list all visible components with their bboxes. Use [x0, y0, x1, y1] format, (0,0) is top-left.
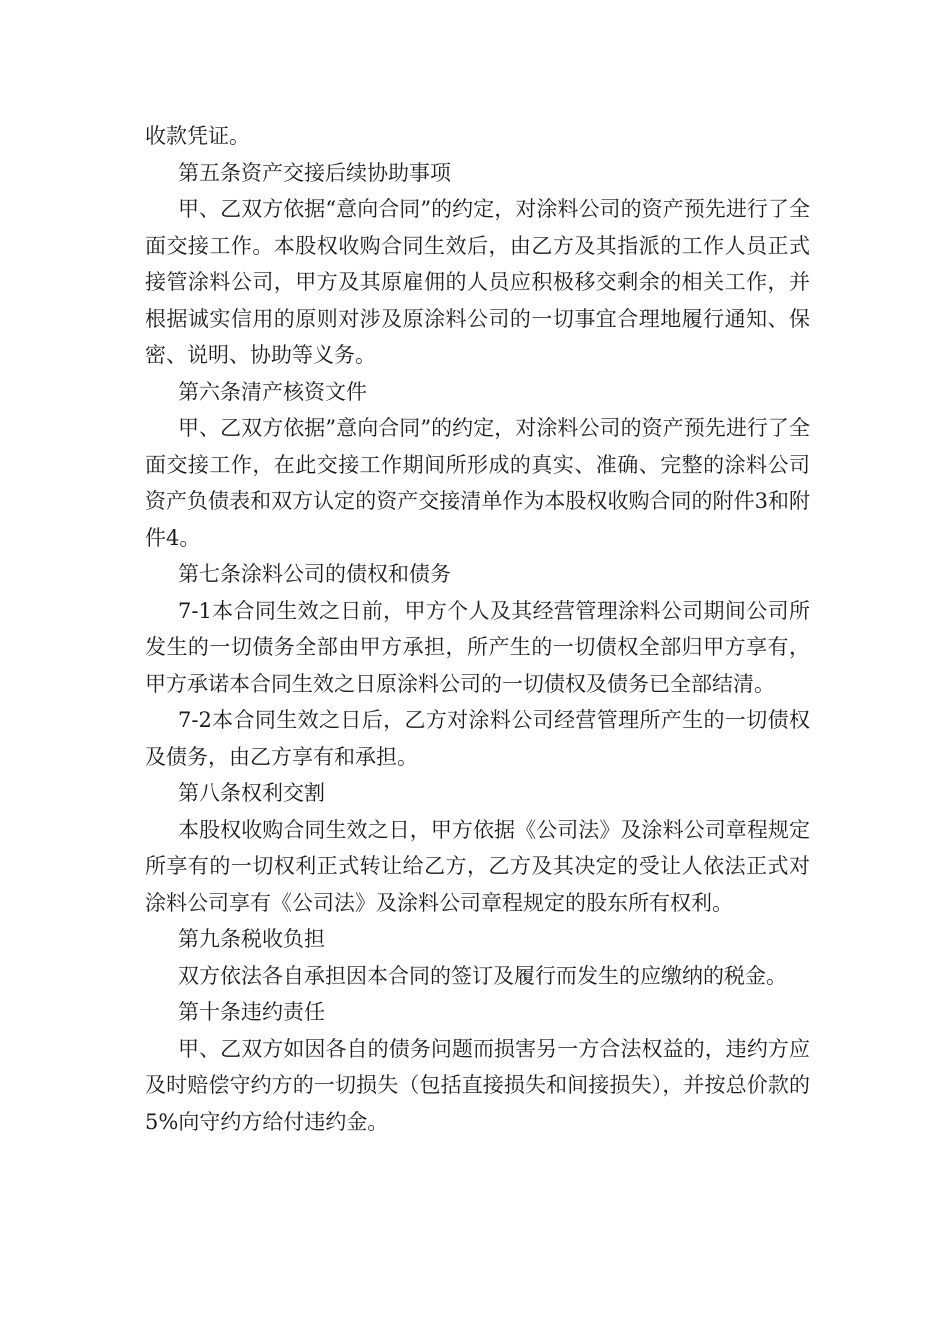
article-5-body: 甲、乙双方依据“意向合同”的约定，对涂料公司的资产预先进行了全面交接工作。本股权收购合同生效后，由乙方及其指派的工作人员正式接管涂料公司，甲方及其原雇佣的人员应积极移交剩余的相关工作，并根据诚实信用的原则对涉及原涂料公司的一切事宜合理地履行通知、保密、说明、协助等义务。 — [145, 197, 810, 367]
article-10-heading: 第十条违约责任 — [178, 1000, 325, 1024]
article-10-body: 甲、乙双方如因各自的债务问题而损害另一方合法权益的，违约方应及时赔偿守约方的一切损失（包括直接损失和间接损失），并按总价款的5%向守约方给付违约金。 — [145, 1036, 810, 1134]
article-7-clause-1: 7-1本合同生效之日前，甲方个人及其经营管理涂料公司期间公司所发生的一切债务全部由甲方承担，所产生的一切债权全部归甲方享有，甲方承诺本合同生效之日原涂料公司的一切债权及债务已全部结清。 — [145, 598, 810, 696]
paragraph-receipt-end: 收款凭证。 — [145, 124, 250, 148]
article-6-body: 甲、乙双方依据”意向合同”的约定，对涂料公司的资产预先进行了全面交接工作，在此交接工作期间所形成的真实、准确、完整的涂料公司资产负债表和双方认定的资产交接清单作为本股权收购合同的附件3和附件4。 — [145, 416, 810, 550]
article-8-body: 本股权收购合同生效之日，甲方依据《公司法》及涂料公司章程规定所享有的一切权利正式转让给乙方，乙方及其决定的受让人依法正式对涂料公司享有《公司法》及涂料公司章程规定的股东所有权利。 — [145, 817, 810, 915]
article-6-heading: 第六条清产核资文件 — [178, 379, 367, 404]
article-8-heading: 第八条权利交割 — [178, 781, 325, 805]
article-9-body: 双方依法各自承担因本合同的签订及履行而发生的应缴纳的税金。 — [178, 963, 787, 988]
article-7-clause-2: 7-2本合同生效之日后，乙方对涂料公司经营管理所产生的一切债权及债务，由乙方享有和承担。 — [145, 708, 810, 769]
document-body — [145, 118, 810, 1140]
article-7-heading: 第七条涂料公司的债权和债务 — [178, 562, 451, 586]
article-9-heading: 第九条税收负担 — [178, 927, 325, 951]
article-5-heading: 第五条资产交接后续协助事项 — [178, 160, 451, 185]
